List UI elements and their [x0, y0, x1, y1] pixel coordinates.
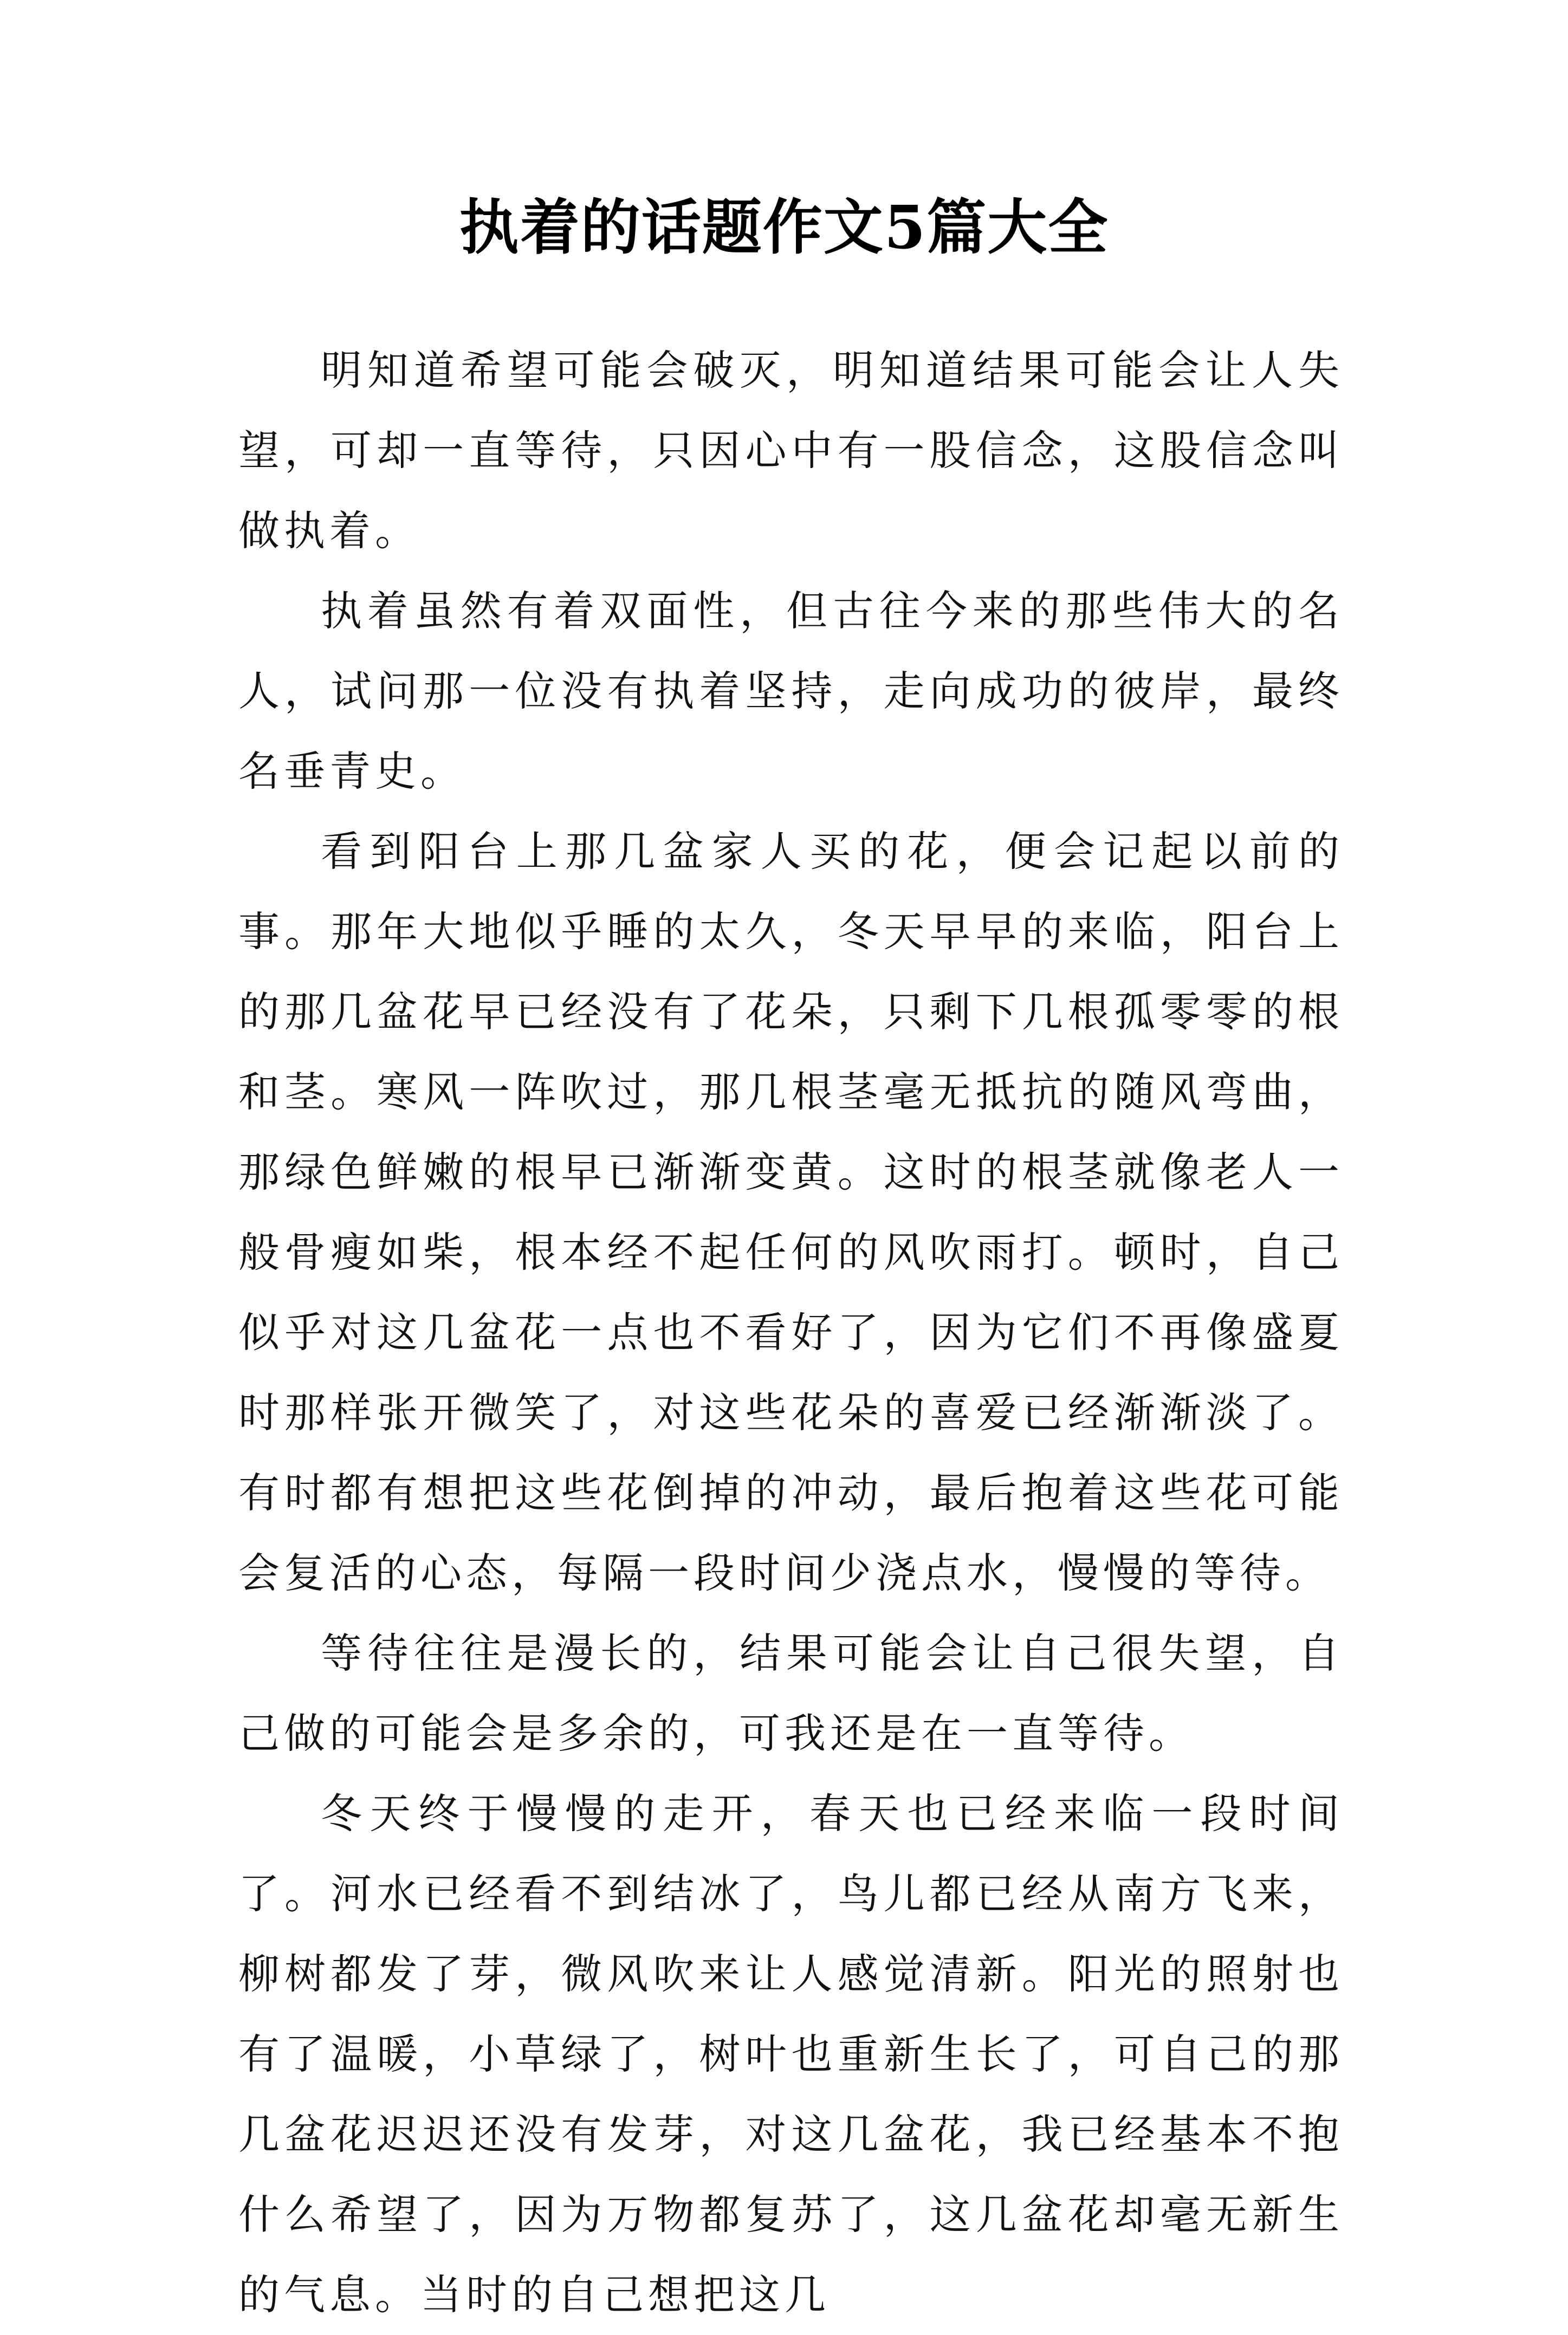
document-body: [238, 330, 1344, 2335]
paragraph: 看到阳台上那几盆家人买的花，便会记起以前的事。那年大地似乎睡的太久，冬天早早的来临，阳台上的那几盆花早已经没有了花朵，只剩下几根孤零零的根和茎。寒风一阵吹过，那几根茎毫无抵抗的随风弯曲，那绿色鲜嫩的根早已渐渐变黄。这时的根茎就像老人一般骨瘦如柴，根本经不起任何的风吹雨打。顿时，自己似乎对这几盆花一点也不看好了，因为它们不再像盛夏时那样张开微笑了，对这些花朵的喜爱已经渐渐淡了。有时都有想把这些花倒掉的冲动，最后抱着这些花可能会复活的心态，每隔一段时间少浇点水，慢慢的等待。: [238, 827, 1344, 1597]
paragraph: 等待往往是漫长的，结果可能会让自己很失望，自己做的可能会是多余的，可我还是在一直等待。: [238, 1629, 1344, 1757]
paragraph: 明知道希望可能会破灭，明知道结果可能会让人失望，可却一直等待，只因心中有一股信念，这股信念叫做执着。: [238, 346, 1344, 555]
paragraph: 冬天终于慢慢的走开，春天也已经来临一段时间了。河水已经看不到结冰了，鸟儿都已经从南方飞来，柳树都发了芽，微风吹来让人感觉清新。阳光的照射也有了温暖，小草绿了，树叶也重新生长了，可自己的那几盆花迟迟还没有发芽，对这几盆花，我已经基本不抱什么希望了，因为万物都复苏了，这几盆花却毫无新生的气息。当时的自己想把这几: [238, 1789, 1344, 2319]
paragraph: 执着虽然有着双面性，但古往今来的那些伟大的名人，试问那一位没有执着坚持，走向成功的彼岸，最终名垂青史。: [238, 587, 1344, 795]
document-title: 执着的话题作文5篇大全: [459, 192, 1109, 262]
